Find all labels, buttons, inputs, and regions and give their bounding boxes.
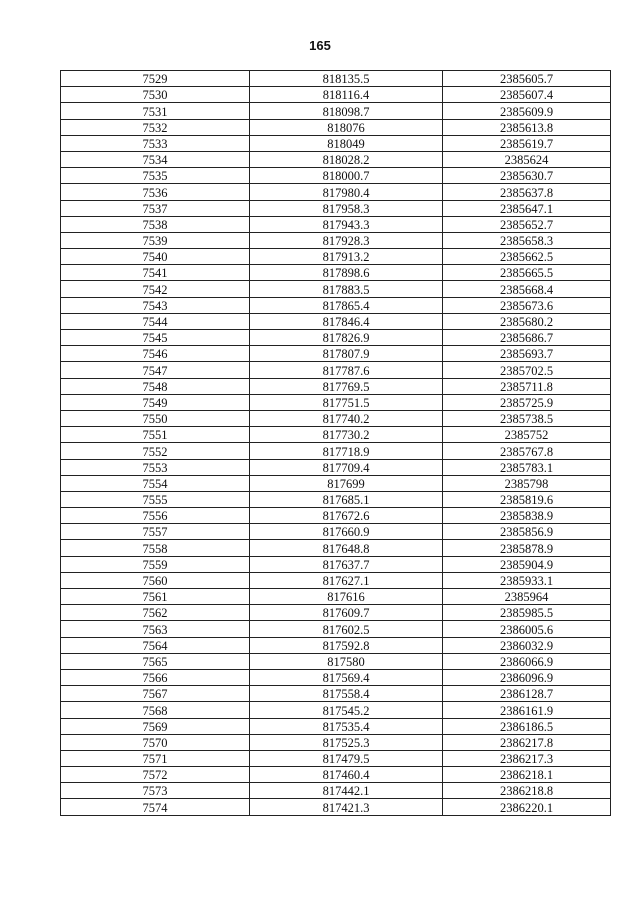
- x-coordinate-cell: 817525.3: [250, 734, 443, 750]
- y-coordinate-cell: 2385662.5: [443, 249, 611, 265]
- point-id-cell: 7571: [61, 750, 250, 766]
- table-row: [61, 119, 611, 135]
- point-id-cell: 7559: [61, 556, 250, 572]
- y-coordinate-cell: 2385673.6: [443, 297, 611, 313]
- table-row: [61, 799, 611, 815]
- table-row: [61, 427, 611, 443]
- point-id-cell: 7560: [61, 572, 250, 588]
- y-coordinate-cell: 2385711.8: [443, 378, 611, 394]
- y-coordinate-cell: 2385647.1: [443, 200, 611, 216]
- point-id-cell: 7565: [61, 653, 250, 669]
- x-coordinate-cell: 817846.4: [250, 313, 443, 329]
- table-row: [61, 168, 611, 184]
- y-coordinate-cell: 2385752: [443, 427, 611, 443]
- x-coordinate-cell: 817685.1: [250, 491, 443, 507]
- y-coordinate-cell: 2385609.9: [443, 103, 611, 119]
- point-id-cell: 7535: [61, 168, 250, 184]
- y-coordinate-cell: 2385767.8: [443, 443, 611, 459]
- table-row: [61, 265, 611, 281]
- point-id-cell: 7573: [61, 783, 250, 799]
- table-row: [61, 702, 611, 718]
- table-row: [61, 734, 611, 750]
- x-coordinate-cell: 817883.5: [250, 281, 443, 297]
- x-coordinate-cell: 817609.7: [250, 605, 443, 621]
- x-coordinate-cell: 818135.5: [250, 71, 443, 87]
- point-id-cell: 7533: [61, 135, 250, 151]
- y-coordinate-cell: 2386096.9: [443, 669, 611, 685]
- table-row: [61, 151, 611, 167]
- y-coordinate-cell: 2385680.2: [443, 313, 611, 329]
- table-row: [61, 216, 611, 232]
- x-coordinate-cell: 818116.4: [250, 87, 443, 103]
- x-coordinate-cell: 817787.6: [250, 362, 443, 378]
- point-id-cell: 7549: [61, 394, 250, 410]
- x-coordinate-cell: 817898.6: [250, 265, 443, 281]
- point-id-cell: 7531: [61, 103, 250, 119]
- y-coordinate-cell: 2385637.8: [443, 184, 611, 200]
- point-id-cell: 7554: [61, 475, 250, 491]
- point-id-cell: 7540: [61, 249, 250, 265]
- table-row: [61, 313, 611, 329]
- x-coordinate-cell: 817660.9: [250, 524, 443, 540]
- x-coordinate-cell: 818028.2: [250, 151, 443, 167]
- x-coordinate-cell: 817769.5: [250, 378, 443, 394]
- table-row: [61, 621, 611, 637]
- table-row: [61, 184, 611, 200]
- y-coordinate-cell: 2386161.9: [443, 702, 611, 718]
- y-coordinate-cell: 2385798: [443, 475, 611, 491]
- x-coordinate-cell: 817672.6: [250, 508, 443, 524]
- y-coordinate-cell: 2385668.4: [443, 281, 611, 297]
- x-coordinate-cell: 817709.4: [250, 459, 443, 475]
- x-coordinate-cell: 818000.7: [250, 168, 443, 184]
- y-coordinate-cell: 2386186.5: [443, 718, 611, 734]
- point-id-cell: 7536: [61, 184, 250, 200]
- point-id-cell: 7541: [61, 265, 250, 281]
- y-coordinate-cell: 2385605.7: [443, 71, 611, 87]
- point-id-cell: 7537: [61, 200, 250, 216]
- point-id-cell: 7548: [61, 378, 250, 394]
- y-coordinate-cell: 2385783.1: [443, 459, 611, 475]
- y-coordinate-cell: 2385838.9: [443, 508, 611, 524]
- table-row: [61, 346, 611, 362]
- table-row: [61, 378, 611, 394]
- x-coordinate-cell: 817980.4: [250, 184, 443, 200]
- x-coordinate-cell: 817545.2: [250, 702, 443, 718]
- table-row: [61, 653, 611, 669]
- x-coordinate-cell: 817730.2: [250, 427, 443, 443]
- point-id-cell: 7542: [61, 281, 250, 297]
- point-id-cell: 7555: [61, 491, 250, 507]
- x-coordinate-cell: 818076: [250, 119, 443, 135]
- x-coordinate-cell: 817479.5: [250, 750, 443, 766]
- point-id-cell: 7532: [61, 119, 250, 135]
- point-id-cell: 7553: [61, 459, 250, 475]
- point-id-cell: 7551: [61, 427, 250, 443]
- x-coordinate-cell: 817865.4: [250, 297, 443, 313]
- x-coordinate-cell: 817807.9: [250, 346, 443, 362]
- table-row: [61, 297, 611, 313]
- y-coordinate-cell: 2385619.7: [443, 135, 611, 151]
- table-row: [61, 637, 611, 653]
- table-row: [61, 750, 611, 766]
- table-row: [61, 103, 611, 119]
- point-id-cell: 7564: [61, 637, 250, 653]
- table-row: [61, 783, 611, 799]
- page-number: 165: [309, 38, 331, 53]
- point-id-cell: 7534: [61, 151, 250, 167]
- y-coordinate-cell: 2385878.9: [443, 540, 611, 556]
- x-coordinate-cell: 817421.3: [250, 799, 443, 815]
- y-coordinate-cell: 2386218.1: [443, 767, 611, 783]
- point-id-cell: 7556: [61, 508, 250, 524]
- table-row: [61, 767, 611, 783]
- y-coordinate-cell: 2385665.5: [443, 265, 611, 281]
- y-coordinate-cell: 2385624: [443, 151, 611, 167]
- point-id-cell: 7562: [61, 605, 250, 621]
- table-row: [61, 589, 611, 605]
- point-id-cell: 7552: [61, 443, 250, 459]
- point-id-cell: 7550: [61, 410, 250, 426]
- table-row: [61, 281, 611, 297]
- x-coordinate-cell: 818098.7: [250, 103, 443, 119]
- point-id-cell: 7568: [61, 702, 250, 718]
- x-coordinate-cell: 817460.4: [250, 767, 443, 783]
- table-row: [61, 491, 611, 507]
- point-id-cell: 7572: [61, 767, 250, 783]
- x-coordinate-cell: 817913.2: [250, 249, 443, 265]
- table-row: [61, 394, 611, 410]
- table-row: [61, 475, 611, 491]
- x-coordinate-cell: 817699: [250, 475, 443, 491]
- x-coordinate-cell: 817602.5: [250, 621, 443, 637]
- y-coordinate-cell: 2385933.1: [443, 572, 611, 588]
- table-row: [61, 605, 611, 621]
- x-coordinate-cell: 817535.4: [250, 718, 443, 734]
- x-coordinate-cell: 817616: [250, 589, 443, 605]
- x-coordinate-cell: 817592.8: [250, 637, 443, 653]
- table-row: [61, 540, 611, 556]
- table-row: [61, 524, 611, 540]
- y-coordinate-cell: 2385607.4: [443, 87, 611, 103]
- x-coordinate-cell: 817826.9: [250, 330, 443, 346]
- y-coordinate-cell: 2385702.5: [443, 362, 611, 378]
- y-coordinate-cell: 2386032.9: [443, 637, 611, 653]
- x-coordinate-cell: 817751.5: [250, 394, 443, 410]
- table-row: [61, 249, 611, 265]
- point-id-cell: 7570: [61, 734, 250, 750]
- x-coordinate-cell: 817627.1: [250, 572, 443, 588]
- x-coordinate-cell: 817442.1: [250, 783, 443, 799]
- coordinate-table: [60, 70, 611, 816]
- y-coordinate-cell: 2385964: [443, 589, 611, 605]
- y-coordinate-cell: 2386128.7: [443, 686, 611, 702]
- point-id-cell: 7543: [61, 297, 250, 313]
- y-coordinate-cell: 2386220.1: [443, 799, 611, 815]
- table-row: [61, 71, 611, 87]
- y-coordinate-cell: 2386066.9: [443, 653, 611, 669]
- point-id-cell: 7569: [61, 718, 250, 734]
- x-coordinate-cell: 817958.3: [250, 200, 443, 216]
- y-coordinate-cell: 2385630.7: [443, 168, 611, 184]
- point-id-cell: 7538: [61, 216, 250, 232]
- point-id-cell: 7529: [61, 71, 250, 87]
- y-coordinate-cell: 2386217.3: [443, 750, 611, 766]
- y-coordinate-cell: 2385738.5: [443, 410, 611, 426]
- x-coordinate-cell: 817718.9: [250, 443, 443, 459]
- point-id-cell: 7530: [61, 87, 250, 103]
- table-row: [61, 232, 611, 248]
- point-id-cell: 7574: [61, 799, 250, 815]
- y-coordinate-cell: 2385985.5: [443, 605, 611, 621]
- table-row: [61, 718, 611, 734]
- y-coordinate-cell: 2386217.8: [443, 734, 611, 750]
- point-id-cell: 7557: [61, 524, 250, 540]
- y-coordinate-cell: 2385725.9: [443, 394, 611, 410]
- y-coordinate-cell: 2385819.6: [443, 491, 611, 507]
- x-coordinate-cell: 817943.3: [250, 216, 443, 232]
- point-id-cell: 7539: [61, 232, 250, 248]
- x-coordinate-cell: 817928.3: [250, 232, 443, 248]
- y-coordinate-cell: 2385652.7: [443, 216, 611, 232]
- x-coordinate-cell: 818049: [250, 135, 443, 151]
- table-row: [61, 669, 611, 685]
- y-coordinate-cell: 2386005.6: [443, 621, 611, 637]
- table-row: [61, 556, 611, 572]
- table-row: [61, 572, 611, 588]
- point-id-cell: 7547: [61, 362, 250, 378]
- point-id-cell: 7566: [61, 669, 250, 685]
- y-coordinate-cell: 2385693.7: [443, 346, 611, 362]
- y-coordinate-cell: 2385658.3: [443, 232, 611, 248]
- y-coordinate-cell: 2385904.9: [443, 556, 611, 572]
- point-id-cell: 7561: [61, 589, 250, 605]
- table-row: [61, 87, 611, 103]
- y-coordinate-cell: 2386218.8: [443, 783, 611, 799]
- table-row: [61, 330, 611, 346]
- table-row: [61, 200, 611, 216]
- y-coordinate-cell: 2385856.9: [443, 524, 611, 540]
- coordinate-table-body: [61, 71, 611, 816]
- x-coordinate-cell: 817569.4: [250, 669, 443, 685]
- point-id-cell: 7558: [61, 540, 250, 556]
- y-coordinate-cell: 2385613.8: [443, 119, 611, 135]
- table-row: [61, 508, 611, 524]
- y-coordinate-cell: 2385686.7: [443, 330, 611, 346]
- x-coordinate-cell: 817637.7: [250, 556, 443, 572]
- table-row: [61, 362, 611, 378]
- table-row: [61, 443, 611, 459]
- x-coordinate-cell: 817558.4: [250, 686, 443, 702]
- point-id-cell: 7567: [61, 686, 250, 702]
- point-id-cell: 7546: [61, 346, 250, 362]
- point-id-cell: 7544: [61, 313, 250, 329]
- x-coordinate-cell: 817580: [250, 653, 443, 669]
- point-id-cell: 7545: [61, 330, 250, 346]
- table-row: [61, 410, 611, 426]
- table-row: [61, 459, 611, 475]
- table-row: [61, 135, 611, 151]
- x-coordinate-cell: 817740.2: [250, 410, 443, 426]
- table-row: [61, 686, 611, 702]
- point-id-cell: 7563: [61, 621, 250, 637]
- x-coordinate-cell: 817648.8: [250, 540, 443, 556]
